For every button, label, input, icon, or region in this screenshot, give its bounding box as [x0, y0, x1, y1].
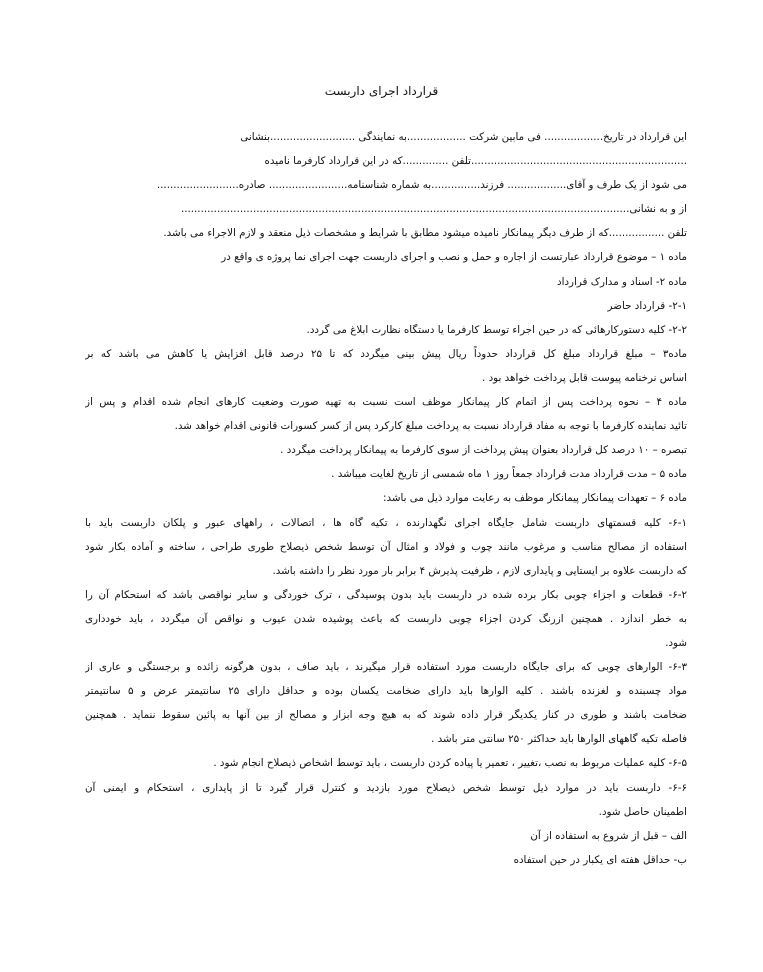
- contract-line: ضخامت باشند و طوری در کنار یکدیگر قرار داده شوند که به هیچ وجه ابزار و مصالح از بین آنها به پائین سقوط ننماید . همچنین: [85, 709, 687, 722]
- contract-line: ماده ۱ – موضوع قرارداد عبارتست از اجاره و حمل و نصب و اجرای داربست جهت اجرای نما پروژه ی واقع در: [221, 251, 687, 264]
- contract-line: ۶-۳- الوارهای چوبی که برای جایگاه داربست مورد استفاده قرار میگیرند ، باید صاف ، بدون هرگونه زائده و برجستگی و عاری از: [85, 661, 687, 674]
- contract-line: می شود از یک طرف و آقای.................. فرزند...............به شماره شناسنامه........................ صادره.........................: [156, 179, 687, 192]
- contract-line: که داربست علاوه بر ایستایی و پایداری لازم ، ظرفیت پذیرش ۴ برابر بار مورد نظر را داشته باشد.: [272, 564, 687, 577]
- contract-body: [85, 128, 687, 875]
- contract-line: الف – قبل از شروع به استفاده از آن: [530, 829, 687, 842]
- contract-line: ۶-۵- کلیه عملیات مربوط به نصب ،تغییر ، تعمیر یا پیاده کردن داربست ، باید توسط اشخاص ذیصلاح انجام شود .: [213, 757, 687, 770]
- contract-line: اساس نرخنامه پیوست قابل پرداخت خواهد بود .: [482, 371, 687, 384]
- contract-line: ۶-۲- قطعات و اجزاء چوبی بکار برده شده در داربست باید بدون پوسیدگی ، ترک خوردگی و سایر نواقصی باشد که استحکام آن را: [85, 588, 687, 601]
- contract-line: مواد چسبنده و لغزنده باشند . کلیه الوارها باید دارای ضخامت یکسان بوده و حداقل دارای ۲۵ سانتیمتر عرض و ۵ سانتیمتر: [85, 685, 687, 698]
- document-title: قرارداد اجرای داربست: [324, 84, 439, 98]
- contract-line: به خطر اندازد . همچنین ازرنگ کردن اجزاء چوبی داربست که باعث پوشیده شدن عیوب و نواقص آن میگردد ، باید خودداری: [85, 612, 687, 625]
- contract-line: تائید نماینده کارفرما با توجه به مفاد قرارداد نسبت به پرداخت مبلغ کارکرد پس از کسر کسورات قانونی اقدام خواهد شد.: [174, 420, 687, 433]
- contract-line: ۲-۲- کلیه دستورکارهائی که در حین اجراء توسط کارفرما یا دستگاه نظارت ابلاغ می گردد.: [306, 323, 687, 336]
- contract-line: اطمینان حاصل شود.: [598, 805, 687, 818]
- contract-line: ماده ۵ – مدت قرارداد مدت قرارداد جمعاً روز ۱ ماه شمسی از تاریخ لغایت میباشد .: [331, 468, 687, 481]
- contract-line: ماده۳ – مبلغ قرارداد مبلغ کل قرارداد حدوداً ریال پیش بینی میگردد که تا ۲۵ درصد قابل افزایش یا کاهش می باشد که بر: [85, 347, 687, 360]
- contract-line: تبصره – ۱۰ درصد کل قرارداد بعنوان پیش پرداخت از سوی کارفرما به پیمانکار پرداخت میگردد .: [280, 444, 687, 457]
- contract-line: ماده ۲- اسناد و مدارک قرارداد: [557, 275, 687, 288]
- contract-line: ماده ۴ – نحوه پرداخت پس از اتمام کار پیمانکار موظف است نسبت به تهیه صورت وضعیت کارهای انجام شده اقدام و پس از: [85, 396, 687, 409]
- contract-line: از و به نشانی.........................................................................................................................................: [180, 203, 687, 216]
- contract-line: فاصله تکیه گاههای الوارها باید حداکثر ۲۵۰ سانتی متر باشد .: [431, 733, 687, 746]
- contract-line: تلفن .................که از طرف دیگر پیمانکار نامیده میشود مطابق با شرایط و مشخصات ذیل منعقد و لازم الاجراء می باشد.: [163, 227, 687, 240]
- contract-line: ب- حداقل هفته ای یکبار در حین استفاده: [513, 853, 687, 866]
- contract-line: استفاده از مصالح مناسب و مرغوب مانند چوب و فولاد و امثال آن توسط شخص ذیصلاح طوری طراحی ، ساخته و آماده بکار شود: [85, 540, 687, 553]
- contract-line: شود.: [665, 636, 687, 649]
- contract-line: ماده ۶ – تعهدات پیمانکار پیمانکار موظف به رعایت موارد ذیل می باشد:: [383, 492, 687, 505]
- contract-line: این قرارداد در تاریخ.................. فی مابین شرکت ..................به نمایندگی ..........................بنشانی: [240, 131, 687, 143]
- contract-line: ۶-۱- کلیه قسمتهای داربست شامل جایگاه اجرای نگهدارنده ، تکیه گاه ها ، اتصالات ، راههای عبور و پلکان داربست باید با: [85, 516, 687, 529]
- contract-line: ۲-۱- قرارداد حاضر: [607, 299, 687, 312]
- contract-line: ۶-۶- داربست باید در موارد ذیل توسط شخص ذیصلاح مورد بازدید و کنترل قرار گیرد تا از پایداری ، استحکام و ایمنی آن: [85, 781, 687, 794]
- contract-line: ..................................................................تلفن ..............که در این قرارداد کارفرما نامیده: [264, 155, 687, 168]
